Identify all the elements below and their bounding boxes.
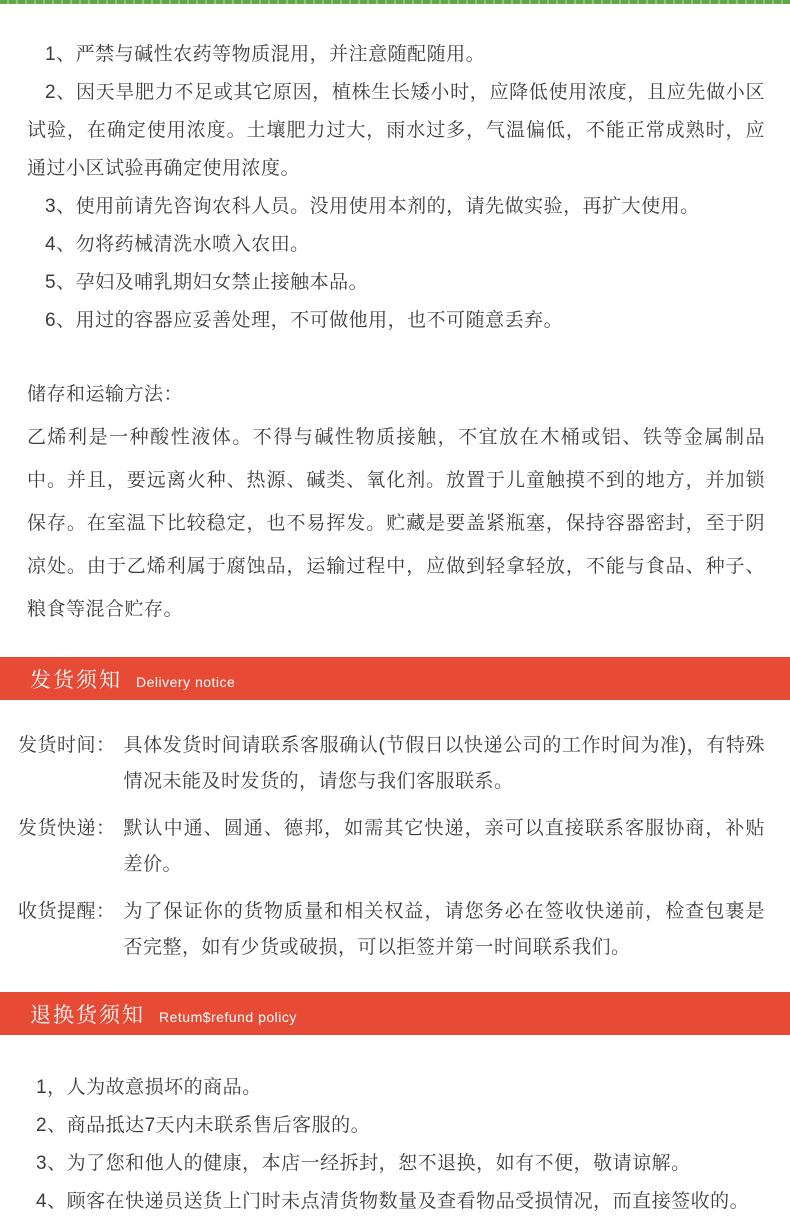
usage-note-5: 5、孕妇及哺乳期妇女禁止接触本品。 — [45, 272, 369, 293]
usage-note-4: 4、勿将药械清洗水喷入农田。 — [45, 234, 310, 255]
storage-heading: 储存和运输方法： — [27, 384, 184, 405]
usage-note-1: 1、严禁与碱性农药等物质混用，并注意随配随用。 — [45, 44, 486, 65]
return-banner-title: 退换货须知 — [30, 1003, 145, 1027]
usage-note-2: 2、因天旱肥力不足或其它原因，植株生长矮小时，应降低使用浓度，且应先做小区试验，在确定使用浓度。土壤肥力过大，雨水过多，气温偏低，不能正常成熟时，应通过小区试验再确定使用浓度。 — [27, 82, 765, 179]
delivery-banner-title: 发货须知 — [30, 668, 122, 692]
return-policy-item-3: 3、为了您和他人的健康，本店一经拆封，恕不退换，如有不便，敬请谅解。 — [36, 1153, 691, 1174]
delivery-info-section — [0, 700, 790, 966]
usage-notes-section — [0, 4, 790, 340]
delivery-time-row — [18, 728, 765, 800]
receipt-reminder-row — [18, 894, 765, 966]
storage-paragraph: 乙烯利是一种酸性液体。不得与碱性物质接触，不宜放在木桶或铝、铁等金属制品中。并且，要远离火种、热源、碱类、氧化剂。放置于儿童触摸不到的地方，并加锁保存。在室温下比较稳定，也不易挥发。贮藏是要盖紧瓶塞，保持容器密封，至于阴凉处。由于乙烯利属于腐蚀品，运输过程中，应做到轻拿轻放，不能与食品、种子、粮食等混合贮存。 — [27, 427, 765, 620]
storage-transport-section — [0, 340, 790, 631]
receipt-reminder-label: 收货提醒： — [18, 901, 116, 922]
return-policy-section — [0, 1035, 790, 1221]
delivery-notice-banner — [0, 657, 790, 700]
return-policy-banner — [0, 992, 790, 1035]
delivery-time-text: 具体发货时间请联系客服确认(节假日以快递公司的工作时间为准)，有特殊情况未能及时发货的，请您与我们客服联系。 — [123, 735, 765, 792]
delivery-courier-row — [18, 811, 765, 883]
usage-note-6: 6、用过的容器应妥善处理，不可做他用，也不可随意丢弃。 — [45, 310, 564, 331]
delivery-banner-subtitle: Delivery notice — [136, 674, 236, 690]
delivery-courier-label: 发货快递： — [18, 818, 116, 839]
return-banner-subtitle: Retum$refund policy — [159, 1009, 297, 1025]
usage-note-3: 3、使用前请先咨询农科人员。没用使用本剂的，请先做实验，再扩大使用。 — [45, 196, 700, 217]
return-policy-item-1: 1，人为故意损坏的商品。 — [36, 1077, 262, 1098]
return-policy-item-4: 4、顾客在快递员送货上门时未点清货物数量及查看物品受损情况，而直接签收的。 — [36, 1191, 750, 1212]
return-policy-item-2: 2、商品抵达7天内未联系售后客服的。 — [36, 1115, 371, 1136]
delivery-time-label: 发货时间： — [18, 735, 116, 756]
receipt-reminder-text: 为了保证你的货物质量和相关权益，请您务必在签收快递前，检查包裹是否完整，如有少货或破损，可以拒签并第一时间联系我们。 — [123, 901, 765, 958]
delivery-courier-text: 默认中通、圆通、德邦，如需其它快递，亲可以直接联系客服协商，补贴差价。 — [123, 818, 765, 875]
